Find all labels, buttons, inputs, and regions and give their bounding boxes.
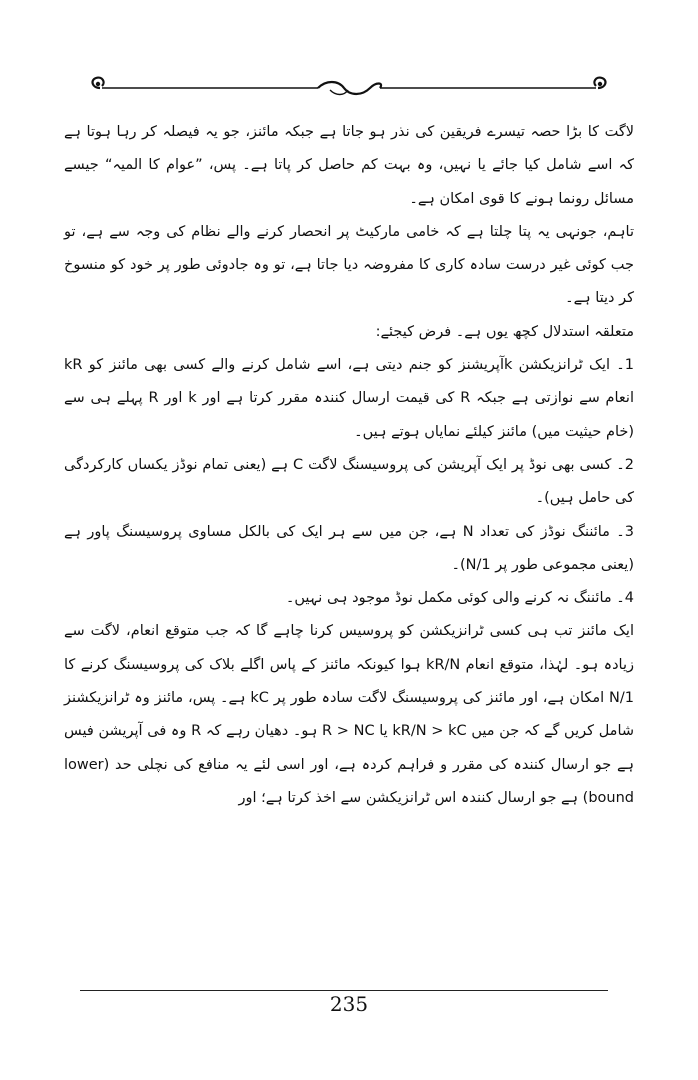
list-item: 1۔ ایک ٹرانزیکشن kآپریشنز کو جنم دیتی ہے، اسے شامل کرنے والے کسی بھی مائنز کو kR انعام سے نوازتی ہے جبکہ R کی قیمت ارسال کنندہ مقرر کرتا ہے اور k اور R پہلے ہی سے (خام حیثیت میں) مائنز کیلئے نمایاں ہوتے ہیں۔: [64, 357, 634, 440]
paragraph: لاگت کا بڑا حصہ تیسرے فریقین کی نذر ہو جاتا ہے جبکہ مائنز، جو یہ فیصلہ کر رہا ہوتا ہے کہ اسے شامل کیا جائے یا نہیں، وہ بہت کم حاصل کر پاتا ہے۔ پس، ”عوام کا المیہ“ جیسے مسائل رونما ہونے کا قوی امکان ہے۔: [64, 124, 634, 207]
header-ornament: [86, 74, 612, 102]
paragraph: ایک مائنز تب ہی کسی ٹرانزیکشن کو پروسیس کرنا چاہے گا کہ جب متوقع انعام، لاگت سے زیادہ ہو۔ لہٰذا، متوقع انعام kR/N ہوا کیونکہ مائنز کے پاس اگلے بلاک کی پروسیسنگ کرنے کا 1/N امکان ہے، اور مائنز کی پروسیسنگ لاگت سادہ طور پر kC ہے۔ پس، مائنز وہ ٹرانزیکشنز شامل کریں گے کہ جن میں kR/N > kC یا R > NC ہو۔ دھیان رہے کہ R وہ فی آپریشن فیس ہے جو ارسال کنندہ کی مقرر و فراہم کردہ ہے، اور اسی لئے یہ منافع کی نچلی حد (lower bound) ہے جو ارسال کنندہ اس ٹرانزیکشن سے اخذ کرتا ہے؛ اور: [64, 623, 635, 806]
paragraph: تاہم، جونہی یہ پتا چلتا ہے کہ خامی مارکیٹ پر انحصار کرنے والے نظام کی وجہ سے ہے، تو جب کوئی غیر درست سادہ کاری کا مفروضہ دیا جاتا ہے، تو وہ جادوئی طور پر خود کو منسوخ کر دیتا ہے۔: [64, 223, 634, 307]
body-text: [64, 116, 634, 815]
list-item: 2۔ کسی بھی نوڈ پر ایک آپریشن کی پروسیسنگ لاگت C ہے (یعنی تمام نوڈز یکساں کارکردگی کی حامل ہیں)۔: [64, 456, 634, 507]
list-item: 4۔ مائننگ نہ کرنے والی کوئی مکمل نوڈ موجود ہی نہیں۔: [285, 590, 634, 607]
paragraph: متعلقہ استدلال کچھ یوں ہے۔ فرض کیجئے:: [375, 323, 634, 340]
list-item: 3۔ مائننگ نوڈز کی تعداد N ہے، جن میں سے ہر ایک کی بالکل مساوی پروسیسنگ پاور ہے (یعنی مجموعی طور پر 1/N)۔: [64, 523, 634, 573]
page-number: 235: [329, 992, 369, 1016]
footer-divider: [80, 990, 608, 991]
